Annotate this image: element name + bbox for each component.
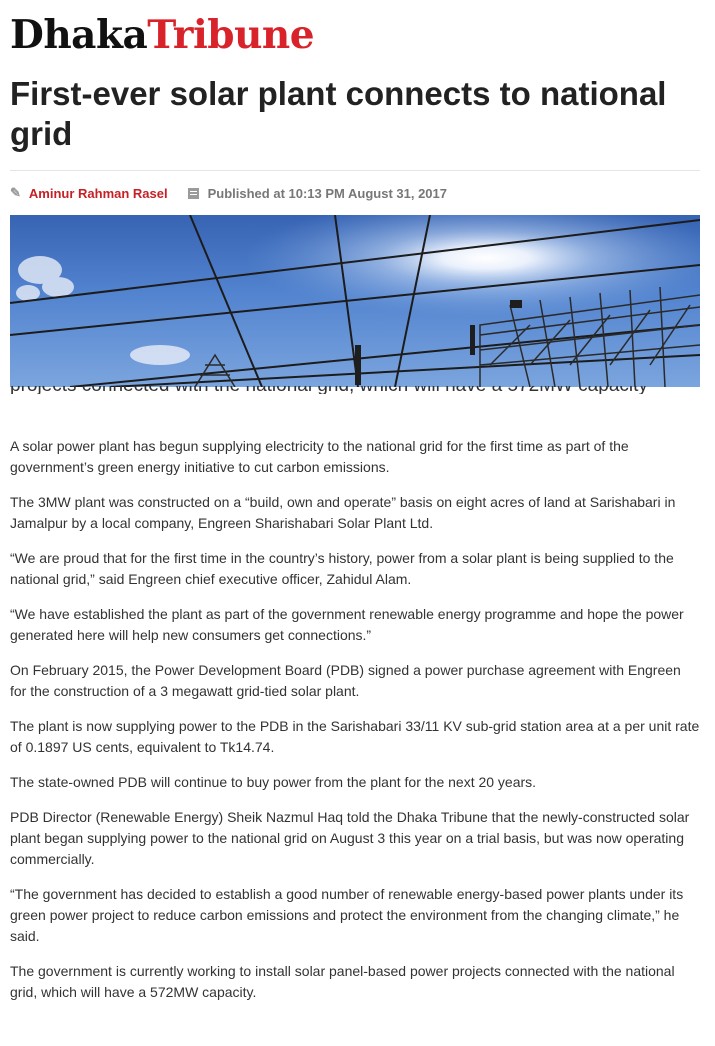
paragraph: On February 2015, the Power Development Board (PDB) signed a power purchase agreement with Engreen for the construction of a 3 megawatt grid-tied solar plant. [10,662,681,699]
paragraph: The government is currently working to install solar panel-based power projects connected with the national grid, which will have a 572MW capacity. [10,963,675,1000]
article-meta [10,184,447,202]
published-date: Published at 10:13 PM August 31, 2017 [207,185,447,201]
paragraph: The state-owned PDB will continue to buy power from the plant for the next 20 years. [10,774,537,790]
pencil-icon: ✎ [10,185,21,200]
calendar-icon [188,188,199,199]
site-logo[interactable] [10,10,314,60]
paragraph: PDB Director (Renewable Energy) Sheik Nazmul Haq told the Dhaka Tribune that the newly-constructed solar plant began supplying power to the national grid on August 3 this year on a trial basis, but was now operating commercially. [10,809,690,867]
paragraph: “We have established the plant as part of the government renewable energy programme and hope the power generated here will help new consumers get connections.” [10,606,684,643]
author-link[interactable]: Aminur Rahman Rasel [28,185,168,201]
article-headline: First-ever solar plant connects to national grid [10,75,667,152]
paragraph: The 3MW plant was constructed on a “build, own and operate” basis on eight acres of land at Sarishabari in Jamalpur by a local company, Engreen Sharishabari Solar Plant Ltd. [10,494,676,531]
paragraph: The plant is now supplying power to the PDB in the Sarishabari 33/11 KV sub-grid station area at a per unit rate of 0.1897 US cents, equivalent to Tk14.74. [10,718,700,755]
logo-dhaka: Dhaka [10,12,148,58]
paragraph: “The government has decided to establish a good number of renewable energy-based power plants under its green power project to reduce carbon emissions and protect the environment from the changing climate,” he said. [10,886,684,944]
logo-tribune: Tribune [147,12,315,58]
paragraph: “We are proud that for the first time in the country’s history, power from a solar plant is being supplied to the national grid,” said Engreen chief executive officer, Zahidul Alam. [10,550,674,587]
paragraph: A solar power plant has begun supplying electricity to the national grid for the first time as part of the government’s green energy initiative to cut carbon emissions. [10,438,629,475]
article-body [10,436,700,1017]
header-divider [10,170,700,171]
hero-image [10,215,700,387]
power-lines-photo [10,215,700,387]
